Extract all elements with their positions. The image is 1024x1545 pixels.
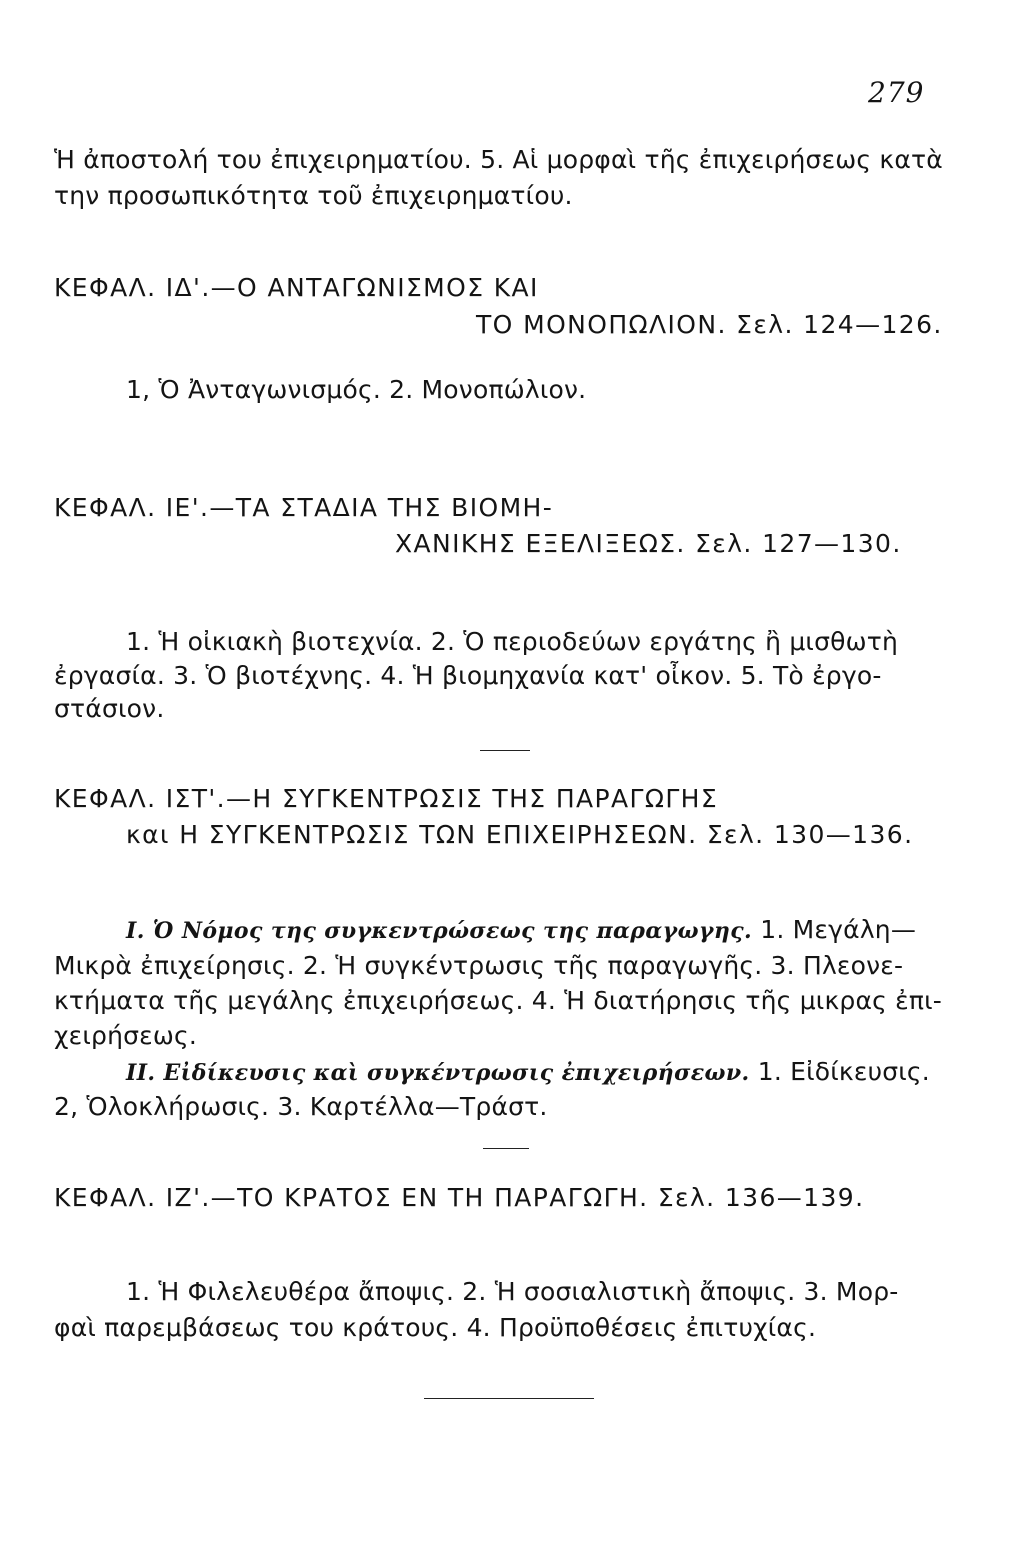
separator-rule (483, 1148, 529, 1149)
chapter-contents: 1. Ἡ Φιλελευθέρα ἄποψις. 2. Ἡ σοσιαλιστικὴ ἄποψις. 3. Μορ- (126, 1277, 899, 1306)
text-line: Ἡ ἀποστολή του ἐπιχειρηματίου. 5. Αἱ μορφαὶ τῆς ἐπιχειρήσεως κατὰ (54, 145, 943, 174)
chapter-contents (126, 915, 916, 946)
section-title-italic: I. Ὁ Νόμος της συγκεντρώσεως της παραγωγης. (126, 918, 753, 944)
chapter-contents: στάσιον. (54, 694, 165, 723)
chapter-heading: ΚΕΦΑΛ. ΙΣΤ'.—Η ΣΥΓΚΕΝΤΡΩΣΙΣ ΤΗΣ ΠΑΡΑΓΩΓΗΣ (54, 784, 719, 813)
chapter-heading-cont: ΤΟ ΜΟΝΟΠΩΛΙΟΝ. Σελ. 124—126. (476, 310, 943, 339)
chapter-contents: 2, Ὁλοκλήρωσις. 3. Καρτέλλα—Τράστ. (54, 1092, 548, 1121)
chapter-contents: κτήματα τῆς μεγάλης ἐπιχειρήσεως. 4. Ἡ διατήρησις τῆς μικρας ἐπι- (54, 986, 942, 1015)
chapter-contents: φαὶ παρεμβάσεως του κράτους. 4. Προϋποθέσεις ἐπιτυχίας. (54, 1313, 817, 1342)
chapter-contents: 1, Ὁ Ἀνταγωνισμός. 2. Μονοπώλιον. (126, 375, 587, 404)
chapter-contents: Μικρὰ ἐπιχείρησις. 2. Ἡ συγκέντρωσις τῆς παραγωγῆς. 3. Πλεονε- (54, 951, 904, 980)
section-text: 1. Εἰδίκευσις. (749, 1057, 930, 1086)
chapter-contents: ἐργασία. 3. Ὁ βιοτέχνης. 4. Ἡ βιομηχανία κατ' οἶκον. 5. Τὸ ἐργο- (54, 661, 882, 690)
chapter-heading-cont: και Η ΣΥΓΚΕΝΤΡΩΣΙΣ ΤΩΝ ΕΠΙΧΕΙΡΗΣΕΩΝ. Σελ. 130—136. (126, 820, 914, 849)
chapter-contents: χειρήσεως. (54, 1021, 198, 1050)
chapter-contents (126, 1057, 930, 1088)
closing-rule (424, 1398, 594, 1399)
chapter-heading: ΚΕΦΑΛ. ΙΕ'.—ΤΑ ΣΤΑΔΙΑ ΤΗΣ ΒΙΟΜΗ- (54, 493, 554, 522)
separator-rule (480, 750, 530, 751)
chapter-contents: 1. Ἡ οἰκιακὴ βιοτεχνία. 2. Ὁ περιοδεύων εργάτης ἢ μισθωτὴ (126, 627, 899, 656)
chapter-heading: ΚΕΦΑΛ. ΙΖ'.—ΤΟ ΚΡΑΤΟΣ ΕΝ ΤΗ ΠΑΡΑΓΩΓΗ. Σελ. 136—139. (54, 1183, 865, 1212)
page-number: 279 (868, 76, 925, 109)
chapter-heading-cont: ΧΑΝΙΚΗΣ ΕΞΕΛΙΞΕΩΣ. Σελ. 127—130. (395, 529, 902, 558)
section-title-italic: II. Εἰδίκευσις καὶ συγκέντρωσις ἐπιχειρήσεων. (126, 1060, 750, 1086)
section-text: 1. Μεγάλη— (752, 915, 917, 944)
chapter-heading: ΚΕΦΑΛ. ΙΔ'.—Ο ΑΝΤΑΓΩΝΙΣΜΟΣ ΚΑΙ (54, 273, 539, 302)
text-line: την προσωπικότητα τοῦ ἐπιχειρηματίου. (54, 181, 573, 210)
